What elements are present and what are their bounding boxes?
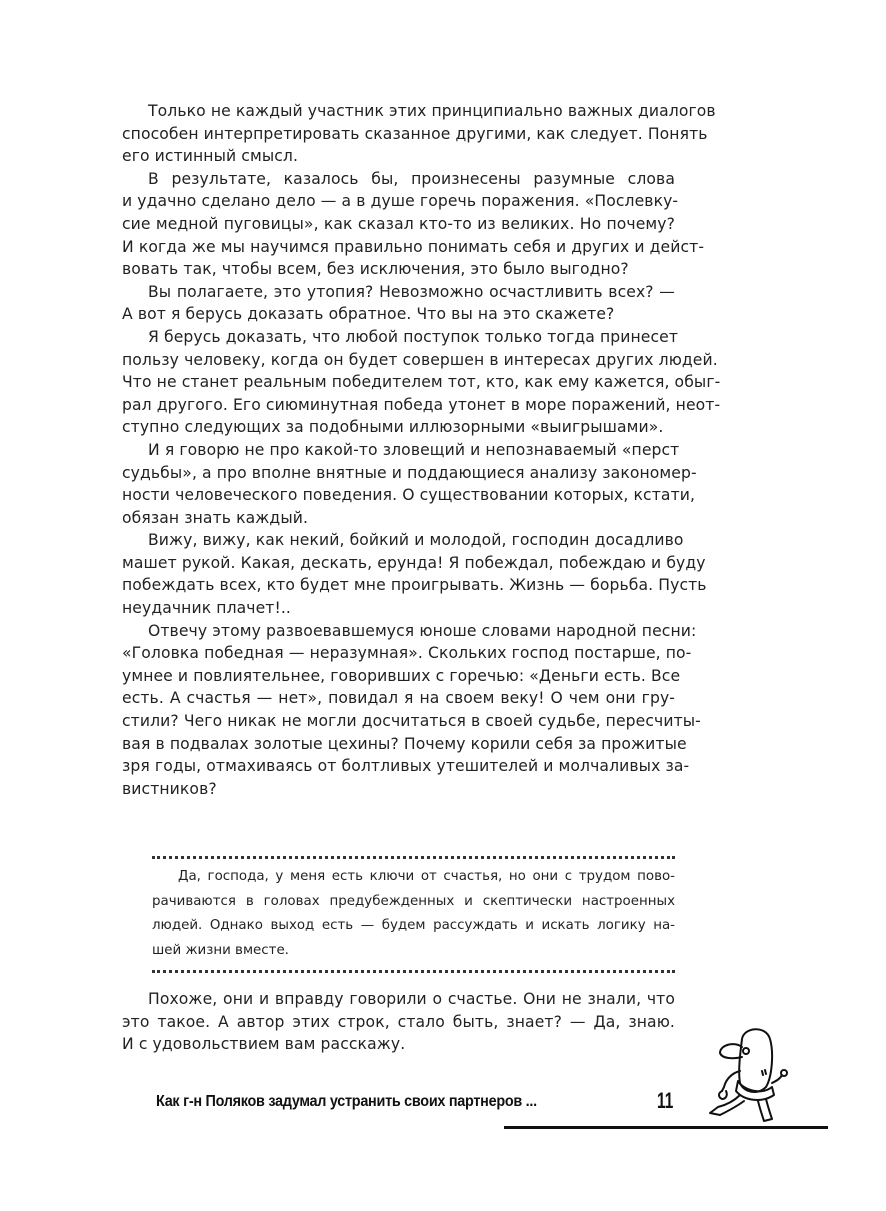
text-line: пользу человеку, когда он будет совершен в интересах других людей. [122,350,718,369]
text-line: есть. А счастья — нет», повидал я на своем веку! О чем они гру- [122,689,675,708]
paragraph-6 [122,529,707,619]
paragraph-8 [122,988,675,1056]
text-line: его истинный смысл. [122,147,299,166]
text-line: шей жизни вместе. [152,942,289,958]
paragraph-1 [122,100,716,168]
page-number: 11 [657,1088,674,1113]
text-line: и удачно сделано дело — а в душе горечь поражения. «Послевку- [122,192,679,211]
text-line: А вот я берусь доказать обратное. Что вы на это скажете? [122,305,615,324]
text-line: сие медной пуговицы», как сказал кто-то из великих. Но почему? [122,214,675,233]
text-line: ступно следующих за подобными иллюзорными «выигрышами». [122,418,664,437]
text-line: побеждать всех, кто будет мне проигрывать. Жизнь — борьба. Пусть [122,576,707,595]
paragraph-7 [122,620,701,801]
text-line: Да, господа, у меня есть ключи от счастья, но они с трудом пово- [178,869,675,884]
text-line: машет рукой. Какая, дескать, ерунда! Я побеждал, побеждаю и буду [122,553,706,572]
text-line: И я говорю не про какой-то зловещий и непознаваемый «перст [148,440,680,459]
text-line: вовать так, чтобы всем, без исключения, это было выгодно? [122,260,629,279]
paragraph-3 [122,281,675,326]
text-line: вая в подвалах золотые цехины? Почему корили себя за прожитые [122,734,687,753]
text-line: людей. Однако выход есть — будем рассуждать и искать логику на- [152,918,675,933]
text-line: способен интерпретировать сказанное другими, как следует. Понять [122,124,708,143]
body-text [122,100,721,800]
text-line: зря годы, отмахиваясь от болтливых утешителей и молчаливых за- [122,757,690,776]
text-line: Я берусь доказать, что любой поступок только тогда принесет [148,327,679,346]
text-line: Вы полагаете, это утопия? Невозможно осчастливить всех? — [148,282,675,301]
paragraph-4 [122,326,721,439]
running-title: Как г-н Поляков задумал устранить своих партнеров ... [156,1093,537,1110]
text-line: умнее и повлиятельнее, говоривших с горечью: «Деньги есть. Все [122,666,681,685]
text-line: рачиваются в головах предубежденных и скептически настроенных [152,893,675,909]
footer-rule [504,1126,828,1129]
text-line: Отвечу этому развоевавшемуся юноше словами народной песни: [148,621,697,640]
text-line: В результате, казалось бы, произнесены разумные слова [148,169,675,188]
text-line: Похоже, они и вправду говорили о счастье. Они не знали, что [148,990,675,1008]
text-line: ности человеческого поведения. О существовании которых, кстати, [122,486,696,505]
text-line: Вижу, вижу, как некий, бойкий и молодой, господин досадливо [148,531,684,550]
text-line: И с удовольствием вам расскажу. [122,1035,406,1054]
callout-text [152,859,675,970]
text-line: вистников? [122,779,217,798]
text-line: неудачник плачет!.. [122,599,291,618]
text-line: Что не станет реальным победителем тот, кто, как ему кажется, обыг- [122,373,721,392]
callout-bottom-dotted-rule [152,970,675,973]
paragraph-2 [122,168,705,281]
running-cartoon-character-icon [700,1025,810,1125]
text-line: это такое. А автор этих строк, стало быть, знает? — Да, знаю. [122,1012,675,1031]
text-line: И когда же мы научимся правильно понимать себя и других и дейст- [122,237,705,256]
text-line: рал другого. Его сиюминутная победа утонет в море поражений, неот- [122,395,721,414]
text-line: судьбы», а про вполне внятные и поддающиеся анализу закономер- [122,463,697,482]
text-line: обязан знать каждый. [122,508,309,527]
paragraph-5 [122,439,697,529]
closing-paragraph [122,988,675,1056]
callout-box [152,856,675,973]
text-line: стили? Чего никак не могли досчитаться в своей судьбе, пересчиты- [122,712,701,731]
text-line: Только не каждый участник этих принципиально важных диалогов [148,102,716,120]
text-line: «Головка победная — неразумная». Скольких господ постарше, по- [122,644,692,663]
